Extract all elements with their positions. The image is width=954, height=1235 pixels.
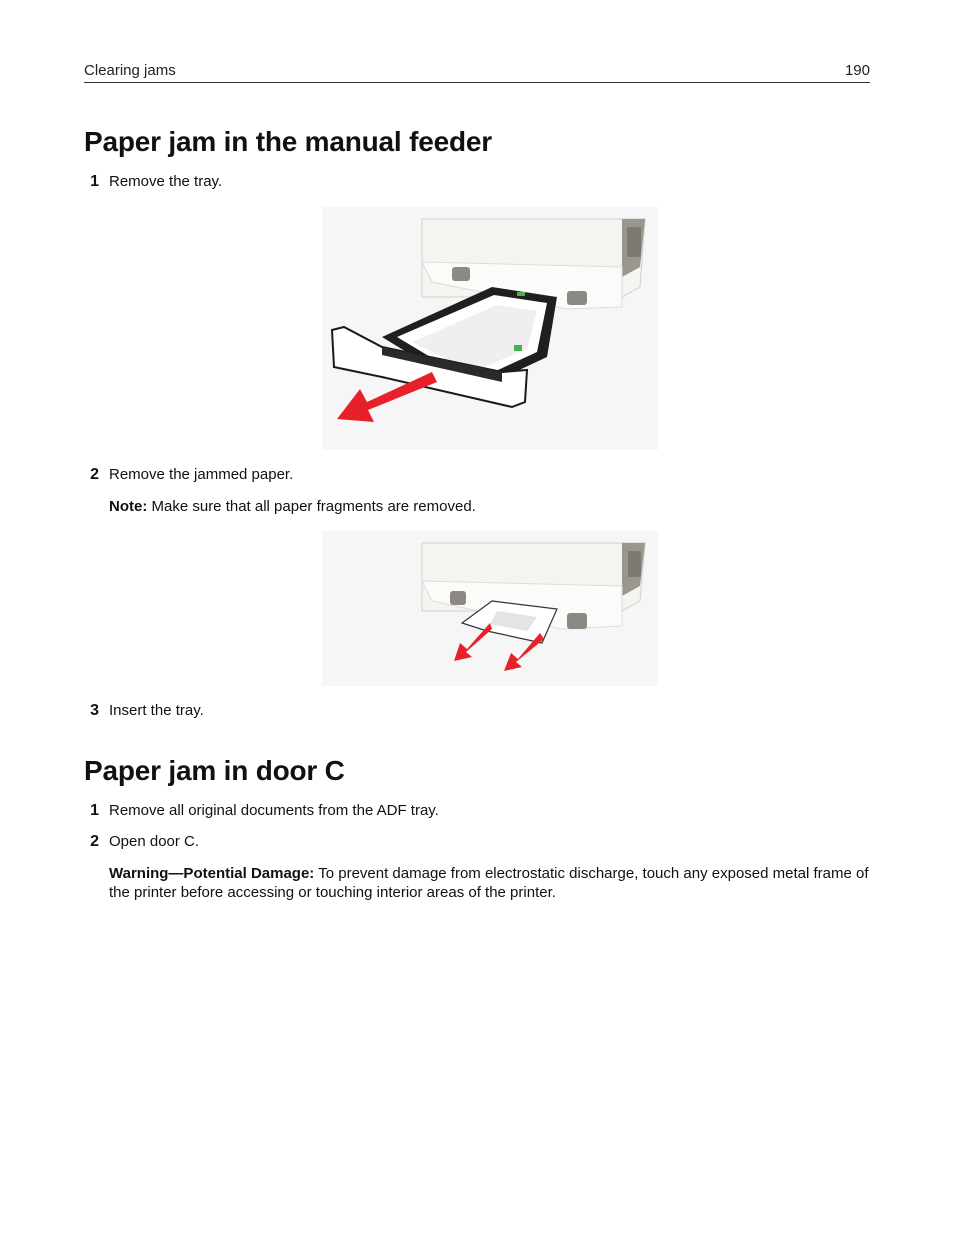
step-text: Remove the tray. (109, 173, 223, 190)
illustration-remove-tray (322, 207, 658, 450)
step-text: Insert the tray. (109, 702, 204, 719)
step-number: 2 (90, 466, 99, 483)
step-number: 1 (90, 173, 99, 190)
note-text: Make sure that all paper fragments are removed. (151, 498, 476, 515)
note-label: Note: (109, 498, 148, 515)
section-title-door-c: Paper jam in door C (84, 755, 345, 786)
note-paper-fragments (109, 497, 869, 516)
jammed-paper-illustration (322, 531, 658, 686)
step-number: 2 (90, 833, 99, 850)
step-text: Remove the jammed paper. (109, 466, 294, 483)
header-section-title: Clearing jams (84, 62, 176, 79)
illustration-remove-jammed-paper (322, 531, 658, 686)
warning-electrostatic (109, 864, 869, 902)
header-page-number: 190 (844, 62, 870, 79)
warning-text: To prevent damage from electrostatic discharge, touch any exposed metal frame of the printer before accessing or touching interior areas of the printer. (109, 865, 869, 901)
warning-label: Warning—Potential Damage: (109, 865, 315, 882)
step-number: 1 (90, 802, 99, 819)
printer-tray-illustration (322, 207, 658, 450)
page-header (84, 60, 870, 83)
step-text: Open door C. (109, 833, 200, 850)
section-title-manual-feeder: Paper jam in the manual feeder (84, 126, 492, 157)
step-number: 3 (90, 702, 99, 719)
step-text: Remove all original documents from the ADF tray. (109, 802, 439, 819)
